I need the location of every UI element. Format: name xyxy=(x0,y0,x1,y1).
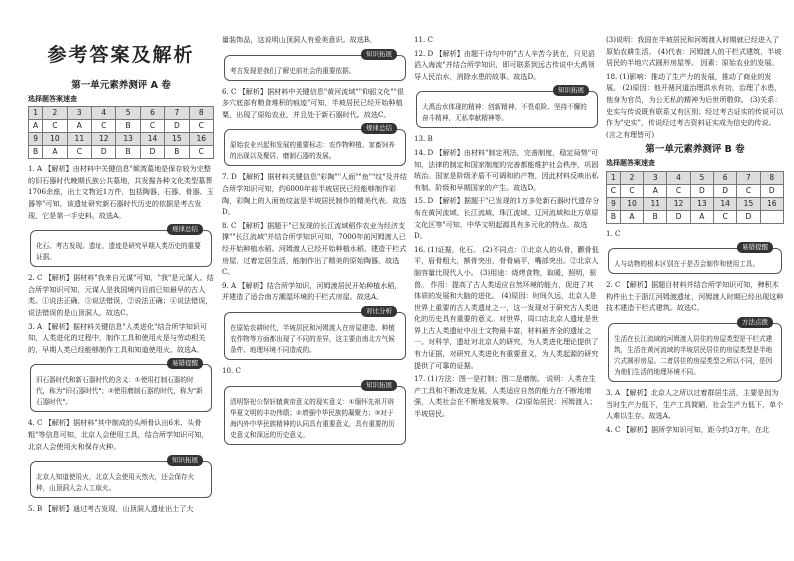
tip-text: 原始农业兴起和发展的重要标志：农作物种植、家畜饲养的出现以及聚居、磨制石器的发展。 xyxy=(230,141,395,161)
answer-cell: A xyxy=(644,184,667,197)
answer-num: 7 xyxy=(737,171,760,184)
answer-num: 4 xyxy=(92,107,116,120)
unit-b-quick-label: 选择题答案速查 xyxy=(606,158,655,167)
unit-b-heading: 第一单元素养测评 B 卷 xyxy=(645,144,745,156)
answer-cell: D xyxy=(667,210,690,223)
tip-tag: 知识拓展 xyxy=(361,380,397,391)
answer-cell: A xyxy=(690,210,713,223)
table-row xyxy=(607,184,784,197)
tip-box xyxy=(608,317,782,382)
tip-box xyxy=(30,359,212,412)
answer-q14: 14. D 【解析】由材料"制定刑法，完善制度，稳定局势"可知，法律的制定和国家制度的完善都能维护社会秩序，巩固统治。国家是阶级矛盾不可调和的产物，因此材料反映出私有制、阶级和早期国家的产生。故选D。 xyxy=(414,147,599,192)
answer-num: 13 xyxy=(690,197,713,210)
answer-continued: (3)说明：我国在半坡居民和河姆渡人时期就已经进入了原始农耕生活。 (4)代表：河姆渡人的干栏式建筑，半坡居民的半地穴式圆形房屋等。 因素：原始农业的发展。 xyxy=(606,35,782,68)
answer-num: 12 xyxy=(667,197,690,210)
unit-a-heading: 第一单元素养测评 A 卷 xyxy=(71,80,171,91)
answer-cell: C xyxy=(92,120,116,133)
answer-num: 10 xyxy=(620,197,643,210)
tip-tag: 知识拓展 xyxy=(361,49,397,60)
answer-num: 16 xyxy=(189,133,213,146)
answer-num: 15 xyxy=(737,197,760,210)
answer-cell: C xyxy=(189,146,213,159)
tip-box xyxy=(608,243,782,274)
answer-cell: C xyxy=(667,184,690,197)
answer-q5: 5. B 【解析】通过考古发现，山顶洞人遗址出土了大 xyxy=(28,504,194,514)
answer-cell: D xyxy=(690,184,713,197)
answer-b-q3: 3. A 【解析】北京人之所以过着群居生活，主要是因为当时生产力低下，生产工具简陋，社会生产力低下，单个人难以生存。故选A。 xyxy=(606,387,784,421)
answer-num: 13 xyxy=(116,133,140,146)
answer-b-q4: 4. C 【解析】据所学知识可知，距今约3万年，在北 xyxy=(606,424,770,434)
answer-q11: 11. C xyxy=(414,35,433,44)
table-row xyxy=(607,171,784,184)
tip-text: 清明祭祀公祭轩辕黄帝意义的现实意义：①缅怀先祖开辟华夏文明的丰功伟绩；②增强中华民族的凝聚力；③对于海内外中华民族精神的认同具有重要意义，具有重要的历史意义和深远的历史意义。 xyxy=(230,397,395,439)
table-row xyxy=(29,133,214,146)
tip-text: 生活在长江流域的河姆渡人居住的房屋类型是干栏式建筑，生活在黄河流域的半坡居民居住的房屋类型是半地穴式圆形房屋。二者居住的房屋类型之所以不同，是因为他们生活的地理环境不同。 xyxy=(614,334,773,376)
tip-box xyxy=(224,49,406,81)
answer-num: 12 xyxy=(92,133,116,146)
answer-continued: 量装饰品，这说明山顶洞人有爱美意识。故选B。 xyxy=(222,35,377,44)
answer-cell: A xyxy=(43,146,67,159)
tip-box xyxy=(224,380,406,445)
answer-cell: A xyxy=(620,210,643,223)
tip-text: 化石、考古发现、遗址、遗迹是研究早期人类历史的重要证据。 xyxy=(36,242,201,262)
answer-num: 5 xyxy=(690,171,713,184)
tip-tag: 易错提醒 xyxy=(737,242,773,253)
column-1 xyxy=(28,76,214,517)
answer-q16: 16. (1)证据，化石。 (2)不同点：①北京人的头骨，颧骨低平，眉骨粗大，额骨突出，骨骨扁平，嘴部突出。②北京人脑容量比现代人小。 (3)用途：烧烤食物，取暖，照明，驱兽。 作用：提高了古人类适应自然环境的能力，促进了其体质的发展和大脑的进化。 (4)原因：时间久远，北京人是世界上重要的古人类遗址之一，这一发现对于研究古人类进化的历史具有重要的意义。对世界，周口店北京人遗址是世界上古人类遗址中出土文物最丰富，材料最齐全的遗址之一。对科学，遗址对北京人的研究，为人类进化理论提供了有力证据，对研究人类进化有重要意义，为人类起源的研究提供了可靠的证据。 xyxy=(414,244,599,370)
answer-q3: 3. A 【解析】据材料关键信息"人类进化"结合所学知识可知，人类进化的过程中，制作工具和使用火是与劳动相关的，早期人类已经能够制作工具和知道使用火。故选A。 xyxy=(28,321,207,354)
tip-box xyxy=(30,225,212,267)
answer-num: 8 xyxy=(189,107,213,120)
tip-text: 北京人知道使用火，北京人会使用天然火，还会保存火种，山顶洞人会人工取火。 xyxy=(36,473,195,493)
table-row xyxy=(29,146,214,159)
answer-cell: C xyxy=(607,184,621,197)
answer-num: 2 xyxy=(43,107,67,120)
tip-text: 在原始农耕时代，半坡居民和河姆渡人在房屋建造、种植农作物等方面都出现了不同的差异，这主要由南北方气候条件、地理环境不同造成的。 xyxy=(230,323,395,354)
table-row xyxy=(607,197,784,210)
answer-cell: D xyxy=(140,146,164,159)
answer-num: 1 xyxy=(29,107,43,120)
answer-cell: D xyxy=(737,210,760,223)
tip-tag: 知识拓展 xyxy=(553,85,589,96)
table-row xyxy=(29,107,214,120)
answer-num: 4 xyxy=(667,171,690,184)
unit-a-answer-table xyxy=(28,106,214,159)
answer-cell: B xyxy=(644,210,667,223)
unit-a-quick-label: 选择题答案速查 xyxy=(28,94,77,103)
answer-num: 14 xyxy=(140,133,164,146)
answer-num: 14 xyxy=(714,197,737,210)
answer-cell: C xyxy=(67,146,91,159)
answer-q8: 8. C 【解析】据题干"已发现的长江流域稻作农业为经济支撑""长江流域"并结合所学知识可知，7000年前河姆渡人已经开始种植水稻。河姆渡人已经开始种植水稻、建造干栏式房屋，过着定居生活，能制作出了精美的原始陶器。故选C。 xyxy=(222,220,407,277)
answer-cell: A xyxy=(29,120,43,133)
tip-tag: 方法点拨 xyxy=(737,317,773,328)
answer-cell: D xyxy=(714,184,737,197)
answer-q7: 7. D 【解析】据材料关键信息"彩陶""人面""鱼""纹"及并结合所学知识可知，约6000年前半坡居民已经能够制作彩陶，彩陶上的人面鱼纹盆是半坡居民制作的精美代表。故选D。 xyxy=(222,172,407,217)
answer-num: 16 xyxy=(760,197,783,210)
answer-q6: 6. C 【解析】据材料中关键信息"黄河流域""仰韶文化""很多穴底部有粮食堆积的痕迹"可知，半坡居民已经开始种植粟，出现了原始农业，并且处于新石器时代。故选C。 xyxy=(222,86,404,119)
answer-num: 11 xyxy=(644,197,667,210)
tip-text: 人与动物的根本区别在于是否会制作和使用工具。 xyxy=(614,260,760,269)
answer-num: 8 xyxy=(760,171,783,184)
column-2 xyxy=(222,34,408,450)
table-row xyxy=(607,210,784,223)
tip-tag: 规律总结 xyxy=(167,224,203,235)
answer-q4: 4. C 【解析】据材料"其中制成的头颅骨认出6米、头骨粗"等信息可知，北京人会使用工具，结合所学知识可知，北京人会使用火和保存火种。 xyxy=(28,418,209,451)
answer-q2: 2. C 【解析】据材料"我来自元谋"可知，"我"是元谋人。结合所学知识可知，元谋人是我国境内目前已知最早的古人类。①说法正确，③说法错误，②说法正确；④说法错误，说法错误的是山顶洞人。故选C。 xyxy=(28,273,214,317)
column-3 xyxy=(414,34,600,422)
tip-box xyxy=(224,306,406,360)
answer-q10: 10. C xyxy=(222,365,241,375)
answer-cell: B xyxy=(116,146,140,159)
tip-box xyxy=(416,86,598,128)
answer-num: 3 xyxy=(67,107,91,120)
answer-q13: 13. B xyxy=(414,134,433,144)
answer-cell: C xyxy=(43,120,67,133)
answer-q9: 9. A 【解析】结合所学知识，河姆渡居民开始种植水稻，并建造了适合南方潮湿环境的干栏式房屋。故选A。 xyxy=(222,280,402,302)
page-title: 参考答案及解析 xyxy=(47,44,195,66)
tip-box xyxy=(30,456,212,498)
tip-box xyxy=(224,124,406,166)
answer-cell: D xyxy=(92,146,116,159)
answer-cell: A xyxy=(67,120,91,133)
table-row xyxy=(29,120,214,133)
answer-cell: B xyxy=(116,120,140,133)
answer-cell: B xyxy=(607,210,621,223)
answer-q12: 12. D 【解析】由题干诗句中的"古人辛苦今犹在，只见滔滔入海流"并结合所学知识，即可联系到远古传说中大禹领导人民治水，消除水患的故事。故选D。 xyxy=(414,48,595,81)
answer-q17: 17. (1)方法：图一是打制；图二是磨制。 说明：人类在生产工具和不断改进发展，人类适应自然的能力在不断地增强，人类社会在不断地发展等。 (2)原始居民：河姆渡人；半坡居民。 xyxy=(414,374,597,419)
tip-tag: 规律总结 xyxy=(361,123,397,134)
tip-text: 旧石器时代和新石器时代的含义：①使用打制石器的时代，称为"旧石器时代"；②使用磨制石器的时代，称为"新石器时代"。 xyxy=(36,376,203,407)
answer-cell: C xyxy=(737,184,760,197)
tip-tag: 易错提醒 xyxy=(167,358,203,369)
answer-num: 5 xyxy=(116,107,140,120)
answer-num: 9 xyxy=(607,197,621,210)
answer-cell: B xyxy=(165,146,189,159)
unit-b-answer-table xyxy=(606,171,784,224)
answer-num: 15 xyxy=(165,133,189,146)
answer-num: 2 xyxy=(620,171,643,184)
answer-cell: C xyxy=(189,120,213,133)
answer-cell: C xyxy=(620,184,643,197)
answer-num: 6 xyxy=(140,107,164,120)
tip-text: 考古发现是我们了解史前社会的重要依据。 xyxy=(230,66,356,75)
answer-b-q2: 2. C 【解析】据题目材料并结合所学知识可知，稗积木构件出土于浙江河姆渡遗址，河姆渡人时期已经出现这种技术建造干栏式建筑。故选C。 xyxy=(606,280,784,313)
tip-tag: 知识拓展 xyxy=(167,455,203,466)
answer-num: 3 xyxy=(644,171,667,184)
answer-cell: C xyxy=(714,210,737,223)
answer-cell xyxy=(760,210,783,223)
column-4 xyxy=(606,34,784,437)
answer-b-q1: 1. C xyxy=(606,228,621,238)
answer-cell: C xyxy=(140,120,164,133)
answer-num: 6 xyxy=(714,171,737,184)
answer-num: 7 xyxy=(165,107,189,120)
answer-q18: 18. (1)影响：推动了生产力的发展，推动了商业的发展。 (2)原因：他开凿河道治理洪水有功，治理了水患，他身为官员，为公无私的精神为后世所敬仰。 (3)关系：史实与传说既有联系又有区别；经过考古证实的传说可以作为"史实"，传说经过考古资料证实成为信史的传说。(言之有理皆可) xyxy=(606,71,784,139)
answer-cell: D xyxy=(760,184,783,197)
answer-num: 10 xyxy=(43,133,67,146)
answer-q1: 1. A 【解析】由材料中关键信息"倾湾墓地是保存较为完整的旧石器时代晚期氏族公共墓地，共发掘各种文化类型墓葬1706余座，出土文物近1万件，包括陶器、石器、骨器、玉器等"可知，该遗址研究新石器时代历史的依据是考古发现，它是第一手史料。故选A。 xyxy=(28,164,214,220)
answer-num: 11 xyxy=(67,133,91,146)
tip-text: 大禹治水体现的精神：创新精神、不畏艰险、坚持不懈的奋斗精神，无私奉献精神等。 xyxy=(422,103,587,123)
answer-num: 1 xyxy=(607,171,621,184)
answer-cell: D xyxy=(165,120,189,133)
tip-tag: 对比分析 xyxy=(361,306,397,317)
answer-cell: B xyxy=(29,146,43,159)
answer-q15: 15. D 【解析】据题干"已发现的1万多处新石器时代遗存分布在黄河流域、长江流域、珠江流域、辽河流域和北方草原文化区等"可知，中华文明起源具有多元化的特点。故选D。 xyxy=(414,196,600,241)
answer-num: 9 xyxy=(29,133,43,146)
